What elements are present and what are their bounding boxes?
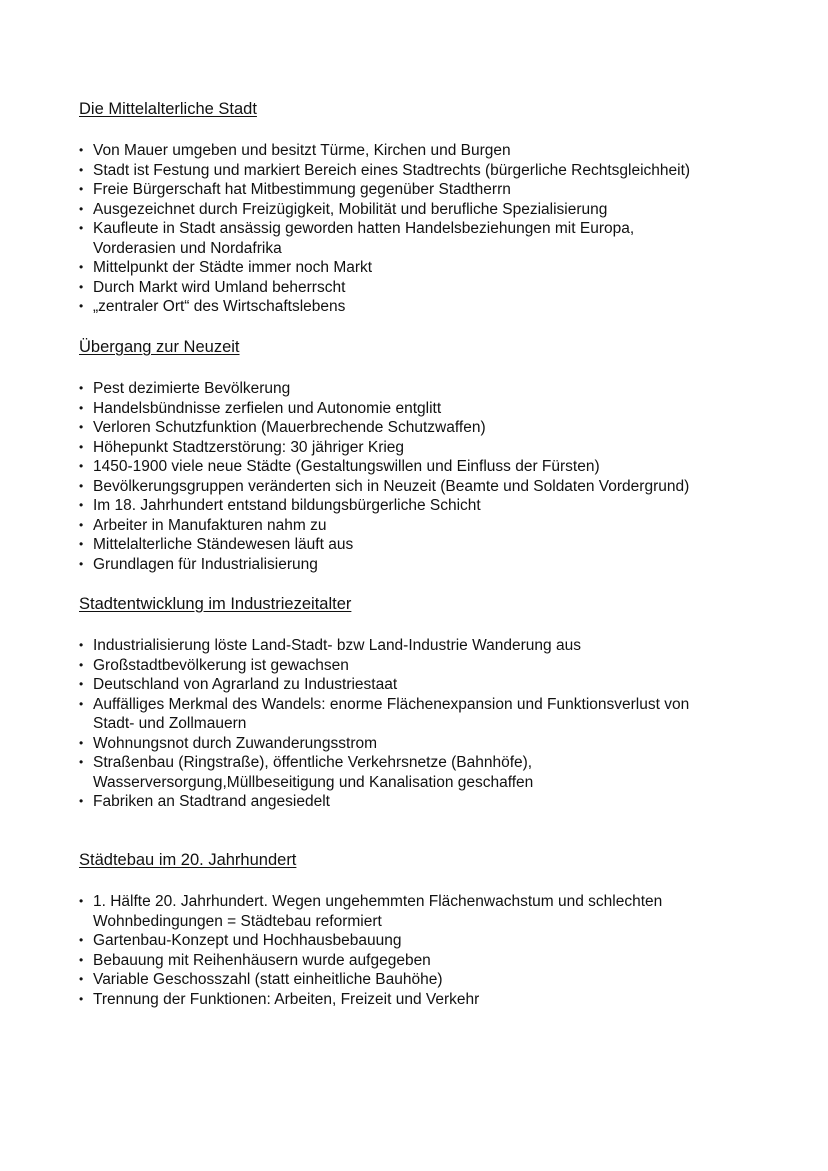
section-staedtebau-20-jahrhundert: [79, 850, 779, 1008]
list-item: • Im 18. Jahrhundert entstand bildungsbürgerliche Schicht: [79, 496, 689, 516]
list-item: • 1. Hälfte 20. Jahrhundert. Wegen ungehemmten Flächenwachstum und schlechten Wohnbedingungen = Städtebau reformiert: [79, 892, 662, 931]
section-heading: Stadtentwicklung im Industriezeitalter: [79, 595, 352, 613]
bullet-list: [79, 636, 689, 812]
list-item: • Straßenbau (Ringstraße), öffentliche Verkehrsnetze (Bahnhöfe), Wasserversorgung,Müllbeseitigung und Kanalisation geschaffen: [79, 753, 689, 792]
list-item: • Grundlagen für Industrialisierung: [79, 555, 689, 575]
list-item: • Gartenbau-Konzept und Hochhausbebauung: [79, 931, 662, 951]
list-item: • Wohnungsnot durch Zuwanderungsstrom: [79, 734, 689, 754]
list-item: • Variable Geschosszahl (statt einheitliche Bauhöhe): [79, 970, 662, 990]
list-item: • Industrialisierung löste Land-Stadt- bzw Land-Industrie Wanderung aus: [79, 636, 689, 656]
bullet-list: [79, 379, 689, 574]
list-item: • Bevölkerungsgruppen veränderten sich in Neuzeit (Beamte und Soldaten Vordergrund): [79, 477, 689, 497]
section-uebergang-neuzeit: [79, 337, 779, 573]
list-item: • Ausgezeichnet durch Freizügigkeit, Mobilität und berufliche Spezialisierung: [79, 200, 690, 220]
list-item: • Verloren Schutzfunktion (Mauerbrechende Schutzwaffen): [79, 418, 689, 438]
bullet-list: [79, 141, 690, 317]
list-item: • Fabriken an Stadtrand angesiedelt: [79, 792, 689, 812]
list-item: • Von Mauer umgeben und besitzt Türme, Kirchen und Burgen: [79, 141, 690, 161]
section-heading: Die Mittelalterliche Stadt: [79, 100, 257, 118]
list-item: • Pest dezimierte Bevölkerung: [79, 379, 689, 399]
list-item: • Mittelalterliche Ständewesen läuft aus: [79, 535, 689, 555]
list-item: • Freie Bürgerschaft hat Mitbestimmung gegenüber Stadtherrn: [79, 180, 690, 200]
section-heading: Städtebau im 20. Jahrhundert: [79, 851, 297, 869]
list-item: • Stadt ist Festung und markiert Bereich eines Stadtrechts (bürgerliche Rechtsgleichheit): [79, 161, 690, 181]
list-item: • Mittelpunkt der Städte immer noch Markt: [79, 258, 690, 278]
list-item: • Bebauung mit Reihenhäusern wurde aufgegeben: [79, 951, 662, 971]
bullet-list: [79, 892, 662, 1009]
list-item: • Durch Markt wird Umland beherrscht: [79, 278, 690, 298]
list-item: • 1450-1900 viele neue Städte (Gestaltungswillen und Einfluss der Fürsten): [79, 457, 689, 477]
list-item: • Deutschland von Agrarland zu Industriestaat: [79, 675, 689, 695]
list-item: • Trennung der Funktionen: Arbeiten, Freizeit und Verkehr: [79, 990, 662, 1010]
list-item: • Auffälliges Merkmal des Wandels: enorme Flächenexpansion und Funktionsverlust von Stadt- und Zollmauern: [79, 695, 689, 734]
list-item: • Handelsbündnisse zerfielen und Autonomie entglitt: [79, 399, 689, 419]
section-mittelalterliche-stadt: [79, 99, 779, 315]
section-heading: Übergang zur Neuzeit: [79, 338, 240, 356]
list-item: • Kaufleute in Stadt ansässig geworden hatten Handelsbeziehungen mit Europa, Vorderasien und Nordafrika: [79, 219, 690, 258]
list-item: • „zentraler Ort“ des Wirtschaftslebens: [79, 297, 690, 317]
list-item: • Höhepunkt Stadtzerstörung: 30 jähriger Krieg: [79, 438, 689, 458]
list-item: • Arbeiter in Manufakturen nahm zu: [79, 516, 689, 536]
section-industriezeitalter: [79, 594, 779, 810]
list-item: • Großstadtbevölkerung ist gewachsen: [79, 656, 689, 676]
